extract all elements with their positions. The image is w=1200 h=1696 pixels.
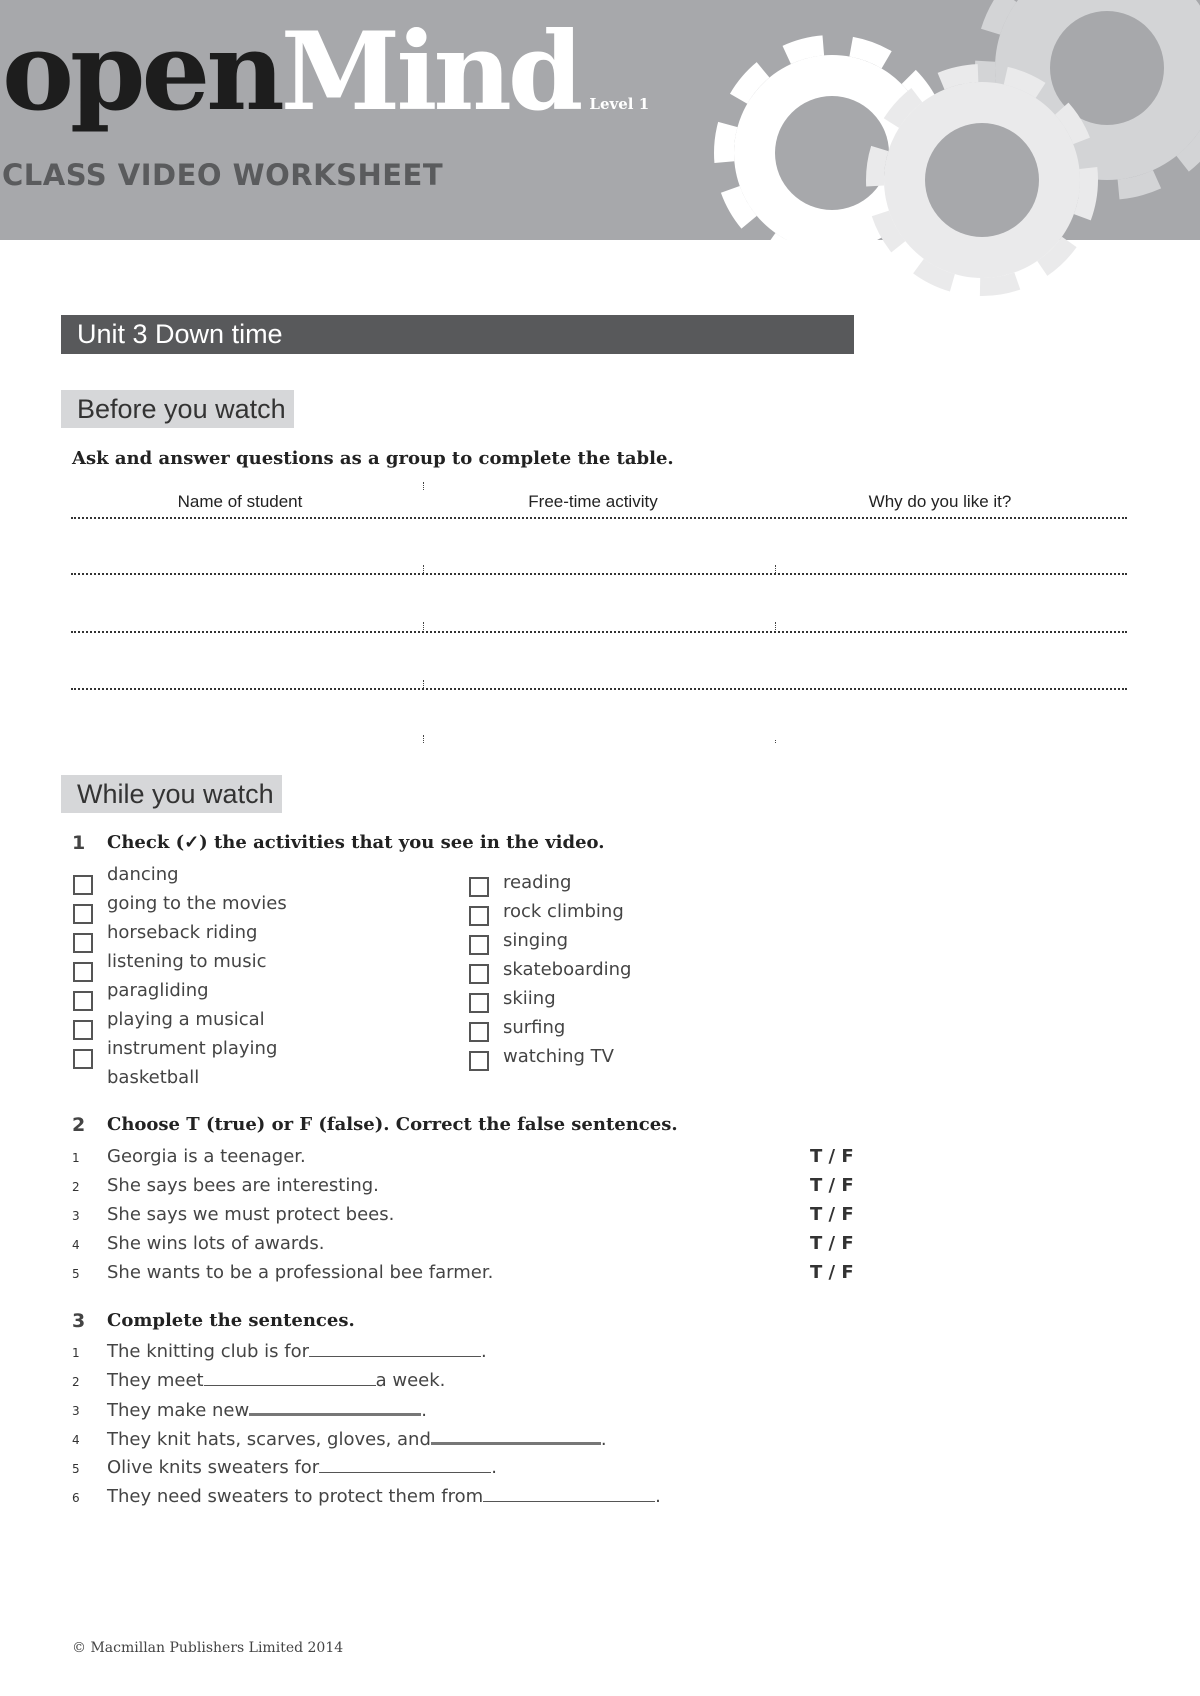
statement: She wins lots of awards. [107,1233,325,1254]
activity-label: rock climbing [503,901,624,922]
activity-checkbox[interactable] [73,904,93,924]
activity-label: listening to music [107,951,267,972]
sentence-end: . [491,1457,497,1478]
item-number: 5 [72,1462,80,1476]
activity-checkbox[interactable] [469,877,489,897]
statement: She says we must protect bees. [107,1204,395,1225]
section-before-you-watch: Before you watch [61,390,294,428]
sentence-start: Olive knits sweaters for [107,1457,320,1478]
column-divider [775,565,776,573]
table-row-line[interactable] [71,573,1127,575]
activity-checkbox[interactable] [469,964,489,984]
column-divider [423,735,424,743]
logo-open: open [2,9,281,135]
activity-label: basketball [107,1067,200,1088]
question-number: 3 [72,1310,86,1332]
activity-checkbox[interactable] [73,962,93,982]
table-row-line[interactable] [71,688,1127,690]
unit-title-bar: Unit 3 Down time [61,315,854,354]
activity-checkbox[interactable] [73,933,93,953]
question-number: 2 [72,1114,86,1136]
true-false-choice[interactable]: T / F [810,1204,854,1225]
activity-label: skiing [503,988,556,1009]
question-2-text: Choose T (true) or F (false). Correct the false sentences. [107,1114,678,1135]
answer-blank[interactable] [319,1458,491,1473]
table-row-line[interactable] [71,517,1127,519]
column-divider [775,622,776,630]
item-number: 2 [72,1180,80,1194]
answer-blank[interactable] [309,1342,481,1357]
activity-label: playing a musical [107,1009,265,1030]
sentence-start: They need sweaters to protect them from [107,1486,484,1507]
activity-label: instrument playing [107,1038,278,1059]
activity-checkbox[interactable] [73,1049,93,1069]
activity-checkbox[interactable] [469,993,489,1013]
activity-checkbox[interactable] [469,1022,489,1042]
column-divider [423,565,424,573]
sentence-start: They make new [107,1400,250,1421]
question-number: 1 [72,832,86,854]
column-header: Why do you like it? [868,492,1012,511]
question-3-text: Complete the sentences. [107,1310,355,1331]
level-label: Level 1 [589,95,650,113]
activity-checkbox[interactable] [469,1051,489,1071]
answer-blank[interactable] [249,1399,421,1416]
item-number: 3 [72,1209,80,1223]
true-false-choice[interactable]: T / F [810,1175,854,1196]
sentence [107,1486,661,1507]
question-1-text: Check (✓) the activities that you see in the video. [107,832,605,853]
column-header: Free-time activity [528,492,658,511]
sentence-end: . [481,1341,487,1362]
column-divider [423,680,424,688]
column-divider [423,482,424,490]
item-number: 1 [72,1151,80,1165]
answer-blank[interactable] [483,1487,655,1502]
sentence-end: . [600,1429,607,1450]
statement: Georgia is a teenager. [107,1146,306,1167]
activity-checkbox[interactable] [469,906,489,926]
sentence-start: They knit hats, scarves, gloves, and [107,1429,431,1450]
activity-label: reading [503,872,572,893]
activity-checkbox[interactable] [73,991,93,1011]
table-row-line[interactable] [71,631,1127,633]
gear-light-icon [0,0,1200,300]
answer-blank[interactable] [204,1371,376,1386]
item-number: 1 [72,1346,80,1360]
item-number: 3 [72,1404,80,1418]
item-number: 4 [72,1238,80,1252]
activity-label: horseback riding [107,922,258,943]
item-number: 5 [72,1267,80,1281]
activity-label: dancing [107,864,179,885]
item-number: 4 [72,1433,80,1447]
sentence [107,1428,607,1450]
true-false-choice[interactable]: T / F [810,1146,854,1167]
activity-label: skateboarding [503,959,632,980]
activity-checkbox[interactable] [73,875,93,895]
item-number: 2 [72,1375,80,1389]
true-false-choice[interactable]: T / F [810,1262,854,1283]
activity-label: singing [503,930,569,951]
statement: She wants to be a professional bee farmer. [107,1262,494,1283]
activity-checkbox[interactable] [73,1020,93,1040]
sentence [107,1370,445,1391]
column-header: Name of student [177,492,303,511]
section-while-you-watch: While you watch [61,775,282,813]
activity-label: going to the movies [107,893,287,914]
copyright-footer: © Macmillan Publishers Limited 2014 [72,1640,344,1656]
statement: She says bees are interesting. [107,1175,379,1196]
column-divider [423,622,424,630]
sentence-end: . [655,1486,661,1507]
activity-label: watching TV [503,1046,614,1067]
before-instruction: Ask and answer questions as a group to complete the table. [72,448,674,469]
sentence [107,1399,427,1421]
sentence [107,1457,497,1478]
sentence-end: a week. [375,1370,446,1391]
sentence-start: They meet [107,1370,204,1391]
sentence [107,1341,487,1362]
true-false-choice[interactable]: T / F [810,1233,854,1254]
logo-mind: Mind [280,9,580,135]
answer-blank[interactable] [431,1428,601,1445]
activity-label: surfing [503,1017,566,1038]
worksheet-subtitle: CLASS VIDEO WORKSHEET [2,158,444,192]
column-divider [775,740,776,743]
item-number: 6 [72,1491,80,1505]
sentence-start: The knitting club is for [107,1341,310,1362]
sentence-end: . [421,1400,427,1421]
activity-label: paragliding [107,980,209,1001]
activity-checkbox[interactable] [469,935,489,955]
